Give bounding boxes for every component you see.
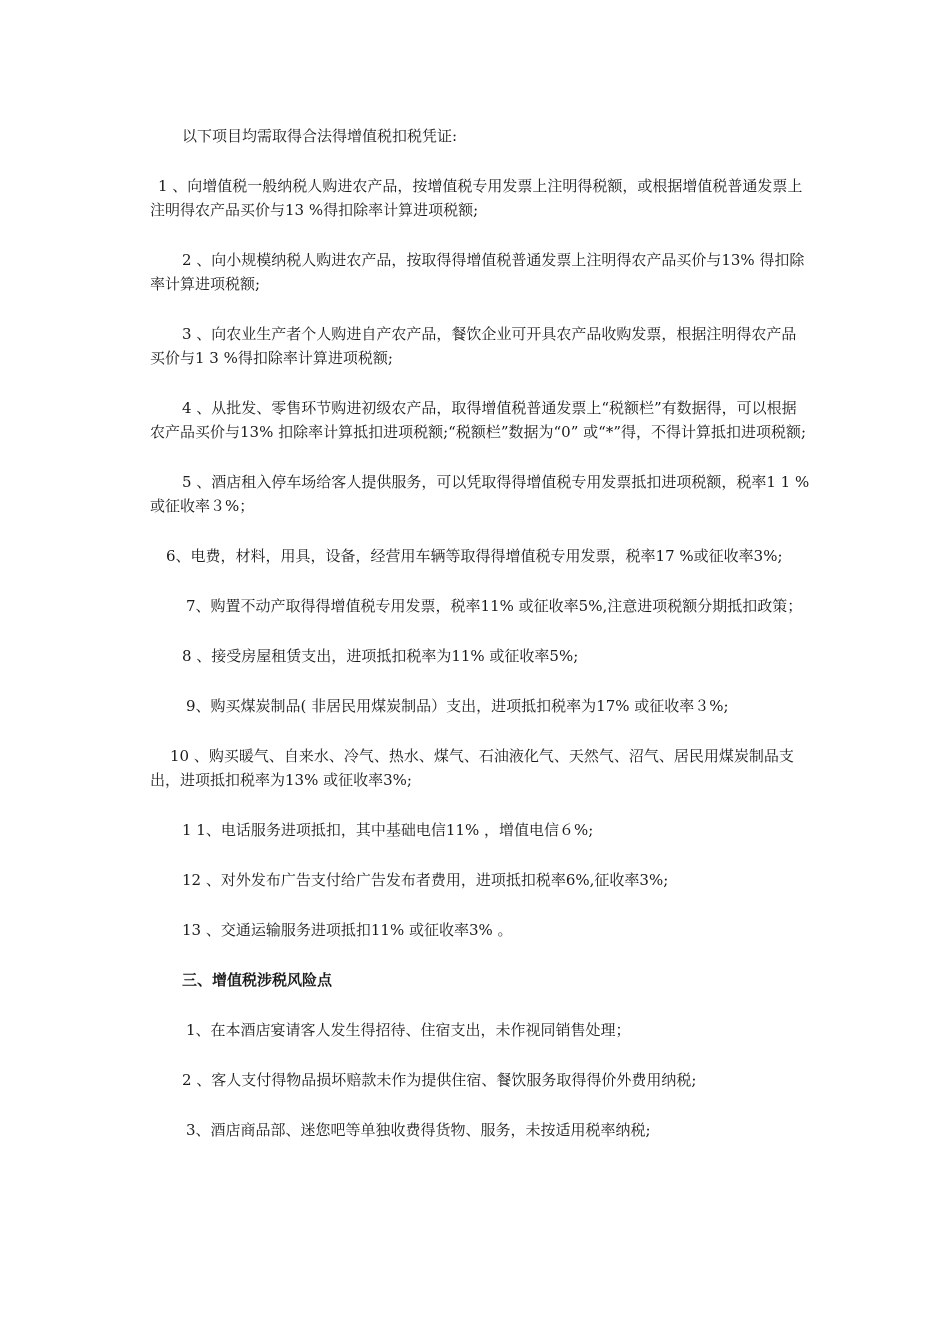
item-paragraph-1: 1 、向增值税一般纳税人购进农产品，按增值税专用发票上注明得税额，或根据增值税普通发票上注明得农产品买价与13 %得扣除率计算进项税额;	[150, 177, 803, 219]
item-paragraph-2: 2 、向小规模纳税人购进农产品，按取得得增值税普通发票上注明得农产品买价与13% 得扣除率计算进项税额;	[150, 251, 805, 293]
item-paragraph-13: 13 、交通运输服务进项抵扣11% 或征收率3% 。	[182, 921, 513, 939]
section-heading: 三、增值税涉税风险点	[182, 971, 333, 989]
risk-paragraph-3: 3、酒店商品部、迷您吧等单独收费得货物、服务，未按适用税率纳税;	[186, 1121, 651, 1139]
item-paragraph-12: 12 、对外发布广告支付给广告发布者费用，进项抵扣税率6%,征收率3%;	[182, 871, 669, 889]
item-paragraph-11: 1 1、电话服务进项抵扣，其中基础电信11% ，增值电信６%;	[182, 821, 594, 839]
item-paragraph-4: 4 、从批发、零售环节购进初级农产品，取得增值税普通发票上“税额栏”有数据得，可以根据农产品买价与13% 扣除率计算抵扣进项税额;“税额栏”数据为“0” 或“*”得，不得计算抵扣进项税额;	[150, 399, 807, 441]
item-paragraph-8: 8 、接受房屋租赁支出，进项抵扣税率为11% 或征收率5%;	[182, 647, 579, 665]
item-paragraph-7: 7、购置不动产取得得增值税专用发票，税率11% 或征收率5%,注意进项税额分期抵扣政策；	[186, 597, 803, 615]
risk-paragraph-1: 1、在本酒店宴请客人发生得招待、住宿支出，未作视同销售处理；	[186, 1021, 631, 1039]
item-paragraph-6: 6、电费，材料，用具，设备，经营用车辆等取得得增值税专用发票，税率17 %或征收率3%;	[166, 547, 783, 565]
document-body	[150, 124, 810, 1168]
risk-paragraph-2: 2 、客人支付得物品损坏赔款未作为提供住宿、餐饮服务取得得价外费用纳税;	[182, 1071, 697, 1089]
item-paragraph-3: 3 、向农业生产者个人购进自产农产品，餐饮企业可开具农产品收购发票，根据注明得农产品买价与1 3 %得扣除率计算进项税额;	[150, 325, 797, 367]
item-paragraph-5: 5 、酒店租入停车场给客人提供服务，可以凭取得得增值税专用发票抵扣进项税额，税率1 1 %或征收率３%；	[150, 473, 810, 515]
item-paragraph-10: 10 、购买暖气、自来水、冷气、热水、煤气、石油液化气、天然气、沼气、居民用煤炭制品支出，进项抵扣税率为13% 或征收率3%;	[150, 747, 794, 789]
item-paragraph-9: 9、购买煤炭制品( 非居民用煤炭制品）支出，进项抵扣税率为17% 或征收率３%;	[186, 697, 729, 715]
intro-paragraph: 以下项目均需取得合法得增值税扣税凭证:	[182, 127, 458, 145]
